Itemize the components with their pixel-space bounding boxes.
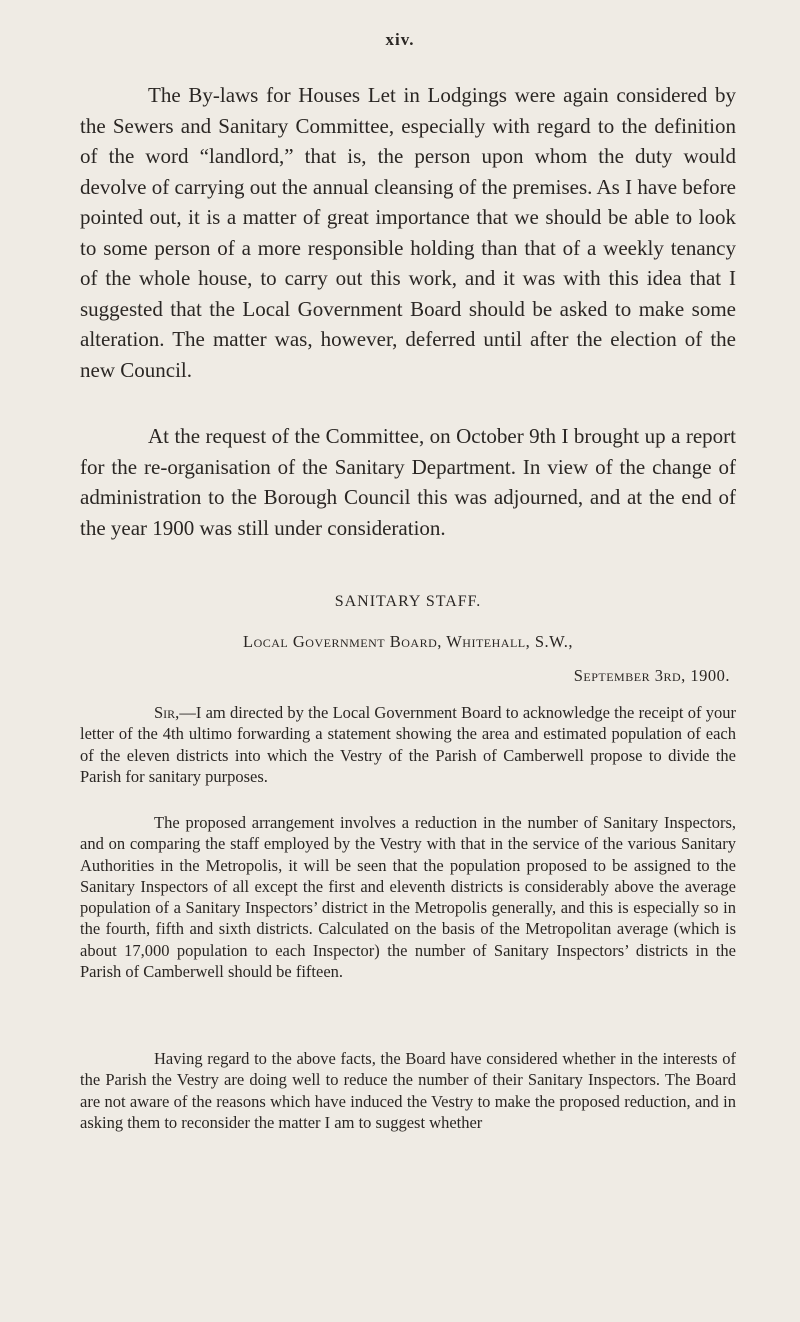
page-number: xiv.	[385, 30, 415, 49]
letter-salutation: Sir,	[154, 703, 180, 722]
section-heading: SANITARY STAFF.	[334, 593, 482, 610]
paragraph-report: At the request of the Committee, on October 9th I brought up a report for the re-organisation of the Sanitary Department. In view of the change of administration to the Borough Council this was adjourned, and at the end of the year 1900 was still under consideration.	[80, 424, 736, 540]
letter-paragraph	[80, 702, 736, 787]
letter-paragraph: Having regard to the above facts, the Board have considered whether in the interests of the Parish the Vestry are doing well to reduce the number of their Sanitary Inspectors. The Board are not aware of the reasons which have induced the Vestry to make the proposed reduction, and in asking them to reconsider the matter I am to suggest whether	[80, 1049, 736, 1132]
letter-date: September 3rd, 1900.	[573, 666, 730, 685]
letter-sender-address: Local Government Board, Whitehall, S.W.,	[243, 632, 573, 651]
letter-paragraph-text: —I am directed by the Local Government Board to acknowledge the receipt of your letter of the 4th ultimo forwarding a statement showing the area and estimated population of each of the eleven districts into which the Vestry of the Parish of Camberwell propose to divide the Parish for sanitary purposes.	[80, 703, 736, 786]
letter-paragraph: The proposed arrangement involves a reduction in the number of Sanitary Inspectors, and on comparing the staff employed by the Vestry with that in the service of the various Sanitary Authorities in the Metropolis, it will be seen that the population proposed to be assigned to the Sanitary Inspectors of all except the first and eleventh districts is considerably above the average population of a Sanitary Inspectors’ district in the Metropolis generally, and this is especially so in the fourth, fifth and sixth districts. Calculated on the basis of the Metropolitan average (which is about 17,000 population to each Inspector) the number of Sanitary Inspectors’ districts in the Parish of Camberwell should be fifteen.	[80, 813, 736, 982]
paragraph-bylaws: The By-laws for Houses Let in Lodgings were again considered by the Sewers and Sanitary Committee, especially with regard to the definition of the word “landlord,” that is, the person upon whom the duty would devolve of carrying out the annual cleansing of the premises. As I have before pointed out, it is a matter of great importance that we should be able to look to some person of a more responsible holding than that of a weekly tenancy of the whole house, to carry out this work, and it was with this idea that I suggested that the Local Government Board should be asked to make some alteration. The matter was, however, deferred until after the election of the new Council.	[80, 83, 736, 382]
